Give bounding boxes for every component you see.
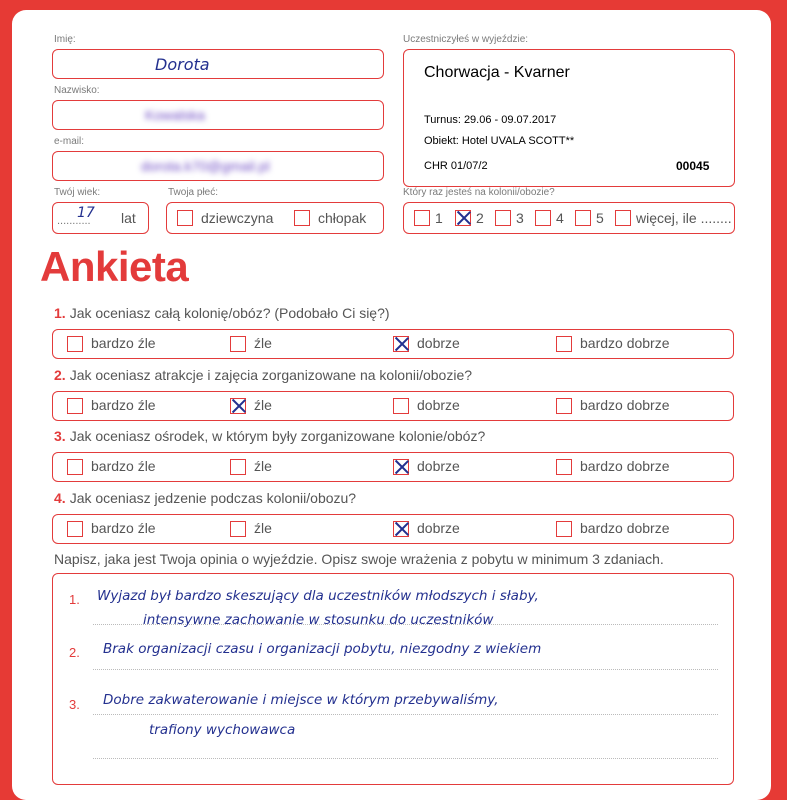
- answer-1-line-2: intensywne zachowanie w stosunku do uczestników: [143, 612, 494, 628]
- answer-2-line-1: Brak organizacji czasu i organizacji pobytu, niezgodny z wiekiem: [103, 641, 542, 657]
- q3-option-2-checkbox[interactable]: [230, 459, 246, 475]
- times-3-label: 3: [516, 210, 524, 226]
- gender-boy-label: chłopak: [318, 210, 367, 226]
- times-4-checkbox[interactable]: [535, 210, 551, 226]
- question-text: Jak oceniasz ośrodek, w którym były zorganizowane kolonie/obóz?: [69, 428, 486, 444]
- times-3-checkbox[interactable]: [495, 210, 511, 226]
- question-3-options: [52, 452, 734, 482]
- q3-option-3-label: dobrze: [417, 458, 460, 474]
- q4-option-4-checkbox[interactable]: [556, 521, 572, 537]
- age-dots: ...........: [57, 215, 91, 227]
- q2-option-3-label: dobrze: [417, 397, 460, 413]
- question-text: Jak oceniasz atrakcje i zajęcia zorganizowane na kolonii/obozie?: [69, 367, 473, 383]
- times-5-checkbox[interactable]: [575, 210, 591, 226]
- email-field[interactable]: [52, 151, 384, 181]
- q4-option-1-label: bardzo źle: [91, 520, 156, 536]
- question-number: 3.: [54, 428, 66, 444]
- question-text: Jak oceniasz całą kolonię/obóz? (Podobało Ci się?): [69, 305, 390, 321]
- surname-value: Kowalska: [145, 107, 205, 123]
- q2-option-1-checkbox[interactable]: [67, 398, 83, 414]
- q4-option-2-checkbox[interactable]: [230, 521, 246, 537]
- q4-option-3-checkbox[interactable]: [393, 521, 409, 537]
- q3-option-4-label: bardzo dobrze: [580, 458, 670, 474]
- times-2-checkbox[interactable]: [455, 210, 471, 226]
- q4-option-2-label: źle: [254, 520, 272, 536]
- q4-option-1-checkbox[interactable]: [67, 521, 83, 537]
- times-1-label: 1: [435, 210, 443, 226]
- times-2-label: 2: [476, 210, 484, 226]
- question-number: 1.: [54, 305, 66, 321]
- question-number: 2.: [54, 367, 66, 383]
- answer-3-line-1: Dobre zakwaterowanie i miejsce w którym przebywaliśmy,: [103, 692, 499, 708]
- times-5-label: 5: [596, 210, 604, 226]
- age-unit: lat: [121, 210, 136, 226]
- answer-3-line-2: trafiony wychowawca: [149, 722, 296, 738]
- q3-option-4-checkbox[interactable]: [556, 459, 572, 475]
- q1-option-1-checkbox[interactable]: [67, 336, 83, 352]
- gender-label: Twoja płeć:: [168, 187, 219, 198]
- q3-option-1-checkbox[interactable]: [67, 459, 83, 475]
- q2-option-4-label: bardzo dobrze: [580, 397, 670, 413]
- question-1-options: [52, 329, 734, 359]
- question-1: [54, 305, 390, 321]
- trip-obiekt: Obiekt: Hotel UVALA SCOTT**: [424, 135, 575, 147]
- question-text: Jak oceniasz jedzenie podczas kolonii/obozu?: [69, 490, 357, 506]
- question-number: 4.: [54, 490, 66, 506]
- opinion-prompt: Napisz, jaka jest Twoja opinia o wyjeździe. Opisz swoje wrażenia z pobytu w minimum 3 zdaniach.: [54, 551, 664, 567]
- q1-option-4-checkbox[interactable]: [556, 336, 572, 352]
- q3-option-1-label: bardzo źle: [91, 458, 156, 474]
- q1-option-2-checkbox[interactable]: [230, 336, 246, 352]
- answer-1-number: 1.: [69, 592, 80, 607]
- trip-destination: Chorwacja - Kvarner: [424, 64, 570, 81]
- question-3: [54, 428, 485, 444]
- opinion-field[interactable]: [52, 573, 734, 785]
- q2-option-2-label: źle: [254, 397, 272, 413]
- q4-option-4-label: bardzo dobrze: [580, 520, 670, 536]
- email-label: e-mail:: [54, 136, 85, 147]
- question-2-options: [52, 391, 734, 421]
- times-field: [403, 202, 735, 234]
- name-label: Imię:: [54, 34, 76, 45]
- name-field[interactable]: [52, 49, 384, 79]
- question-2: [54, 367, 472, 383]
- times-more-label: więcej, ile ........: [636, 210, 732, 226]
- times-1-checkbox[interactable]: [414, 210, 430, 226]
- q3-option-3-checkbox[interactable]: [393, 459, 409, 475]
- answer-2-number: 2.: [69, 645, 80, 660]
- q1-option-4-label: bardzo dobrze: [580, 335, 670, 351]
- page-title: Ankieta: [40, 243, 189, 290]
- q2-option-1-label: bardzo źle: [91, 397, 156, 413]
- trip-number: 00045: [676, 159, 710, 173]
- age-field[interactable]: [52, 202, 149, 234]
- q4-option-3-label: dobrze: [417, 520, 460, 536]
- gender-field: [166, 202, 384, 234]
- age-label: Twój wiek:: [54, 187, 101, 198]
- times-4-label: 4: [556, 210, 564, 226]
- times-more-checkbox[interactable]: [615, 210, 631, 226]
- gender-girl-label: dziewczyna: [201, 210, 274, 226]
- name-value: Dorota: [155, 55, 210, 74]
- times-label: Który raz jesteś na kolonii/obozie?: [403, 187, 555, 198]
- q1-option-1-label: bardzo źle: [91, 335, 156, 351]
- question-4-options: [52, 514, 734, 544]
- surname-field[interactable]: [52, 100, 384, 130]
- surname-label: Nazwisko:: [54, 85, 100, 96]
- q3-option-2-label: źle: [254, 458, 272, 474]
- q2-option-2-checkbox[interactable]: [230, 398, 246, 414]
- gender-boy-checkbox[interactable]: [294, 210, 310, 226]
- q2-option-4-checkbox[interactable]: [556, 398, 572, 414]
- trip-turnus: Turnus: 29.06 - 09.07.2017: [424, 114, 557, 126]
- answer-3-number: 3.: [69, 697, 80, 712]
- trip-label: Uczestniczyłeś w wyjeździe:: [403, 34, 529, 45]
- gender-girl-checkbox[interactable]: [177, 210, 193, 226]
- trip-card: [403, 49, 735, 187]
- q1-option-3-checkbox[interactable]: [393, 336, 409, 352]
- answer-1-line-1: Wyjazd był bardzo skeszujący dla uczestników młodszych i słaby,: [97, 588, 539, 604]
- question-4: [54, 490, 356, 506]
- q1-option-2-label: źle: [254, 335, 272, 351]
- age-value: 17: [77, 205, 95, 221]
- email-value: dorota.k70@gmail.pl: [141, 158, 270, 174]
- q2-option-3-checkbox[interactable]: [393, 398, 409, 414]
- q1-option-3-label: dobrze: [417, 335, 460, 351]
- trip-code: CHR 01/07/2: [424, 160, 488, 172]
